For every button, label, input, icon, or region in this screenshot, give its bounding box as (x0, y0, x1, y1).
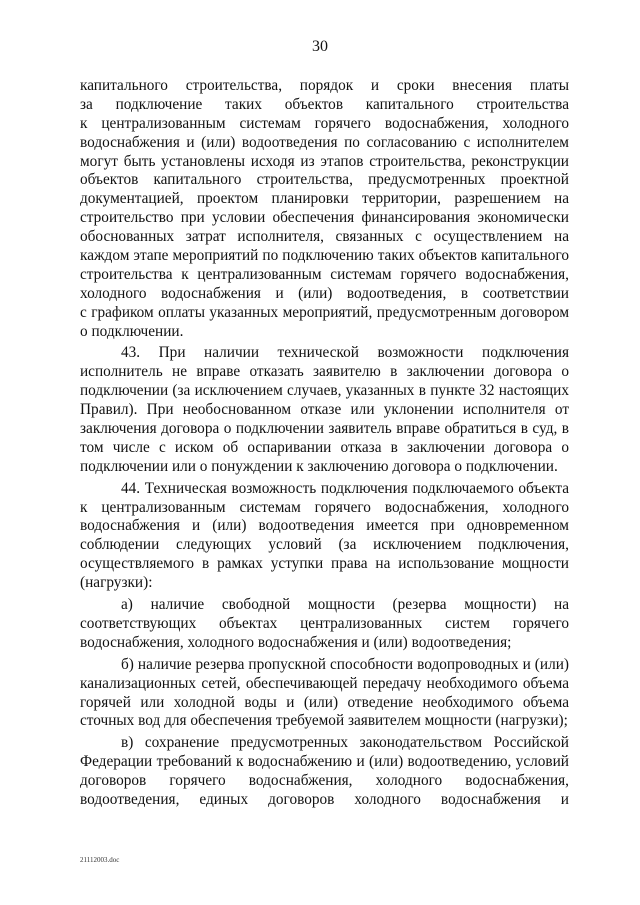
text-line: сточных вод для обеспечения требуемой заявителем мощности (нагрузки); (80, 712, 568, 730)
paragraph-44 (80, 480, 569, 593)
text-line: Правил). При необоснованном отказе или уклонении исполнителя от (80, 401, 569, 419)
page-number: 30 (312, 38, 328, 55)
paragraph-43 (80, 344, 569, 476)
text-line: осуществляемого в рамках уступки права на использование мощности (80, 555, 569, 573)
text-line: за подключение таких объектов капитального строительства (80, 95, 569, 113)
text-line: строительство при условии обеспечения финансирования экономически (80, 209, 569, 227)
text-line: объектов капитального строительства, предусмотренных проектной (80, 171, 569, 189)
text-line: с графиком оплаты указанных мероприятий, предусмотренным договором (80, 303, 569, 321)
text-line: водоснабжения и (или) водоотведения по согласованию с исполнителем (80, 133, 569, 151)
text-line: заключения договора о подключении заявитель вправе обратиться в суд, в (80, 420, 569, 438)
text-line: соблюдении следующих условий (за исключением подключения, (80, 536, 569, 554)
text-line: Федерации требований к водоснабжению и (или) водоотведению, условий (80, 753, 569, 771)
subitem-b (80, 656, 569, 732)
text-line: горячей или холодной воды и (или) отведение необходимого объема (80, 693, 569, 711)
text-line: канализационных сетей, обеспечивающей передачу необходимого объема (80, 674, 569, 692)
text-line: водоснабжения и (или) водоотведения имеется при одновременном (80, 517, 569, 535)
text-line: каждом этапе мероприятий по подключению таких объектов капитального (80, 247, 569, 265)
text-line: могут быть установлены исходя из этапов строительства, реконструкции (80, 152, 569, 170)
subitem-v (80, 734, 569, 810)
text-line: исполнитель не вправе отказать заявителю в заключении договора о (80, 363, 569, 381)
text-line: 44. Техническая возможность подключения подключаемого объекта (121, 479, 569, 497)
text-line: а) наличие свободной мощности (резерва мощности) на (121, 596, 569, 614)
text-line: б) наличие резерва пропускной способности водопроводных и (или) (121, 655, 569, 673)
text-line: водоснабжения, холодного водоснабжения и (или) водоотведения; (80, 633, 512, 651)
document-filename: 21112003.doc (80, 856, 120, 864)
paragraph-42-continuation (80, 77, 569, 341)
text-line: том числе с иском об оспаривании отказа в заключении договора о (80, 438, 569, 456)
text-line: капитального строительства, порядок и сроки внесения платы (80, 77, 569, 94)
text-line: строительства к централизованным системам горячего водоснабжения, (80, 265, 569, 283)
text-line: к централизованным системам горячего водоснабжения, холодного (80, 498, 569, 516)
text-line: соответствующих объектах централизованных систем горячего (80, 614, 569, 632)
document-body (80, 77, 569, 810)
subitem-a (80, 596, 569, 653)
text-line: подключении (за исключением случаев, указанных в пункте 32 настоящих (80, 382, 569, 400)
text-line: (нагрузки): (80, 574, 153, 592)
text-line: обоснованных затрат исполнителя, связанных с осуществлением на (80, 228, 569, 246)
text-line: холодного водоснабжения и (или) водоотведения, в соответствии (80, 284, 569, 302)
text-line: 43. При наличии технической возможности подключения (121, 344, 569, 362)
text-line: о подключении. (80, 322, 184, 340)
text-line: к централизованным системам горячего водоснабжения, холодного (80, 114, 569, 132)
text-line: подключении или о понуждении к заключению договора о подключении. (80, 457, 558, 475)
text-line: водоотведения, единых договоров холодного водоснабжения и (80, 790, 569, 808)
text-line: в) сохранение предусмотренных законодательством Российской (121, 734, 569, 752)
text-line: договоров горячего водоснабжения, холодного водоснабжения, (80, 772, 569, 790)
text-line: документацией, проектом планировки территории, разрешением на (80, 190, 569, 208)
